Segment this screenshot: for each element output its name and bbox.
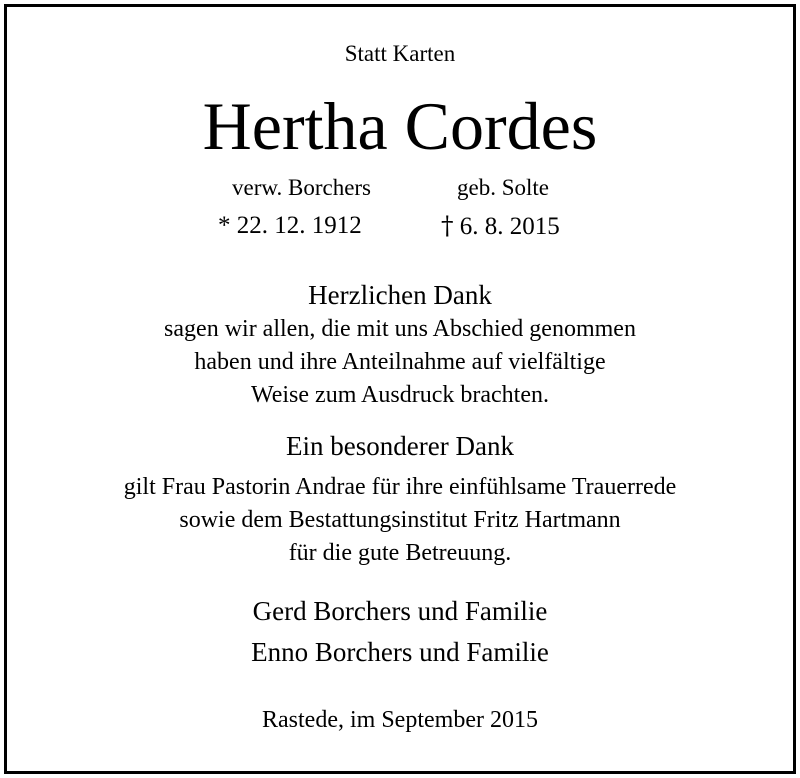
deceased-name: Hertha Cordes [202,88,598,164]
signature-line: Gerd Borchers und Familie [252,596,548,626]
thanks-heading: Herzlichen Dank [308,280,492,310]
header-text: Statt Karten [344,41,456,66]
born-symbol: * [218,212,231,239]
signature-line: Enno Borchers und Familie [251,637,549,667]
special-thanks-line: gilt Frau Pastorin Andrae für ihre einfühlsame Trauerrede [123,474,677,500]
cross-icon: † [441,211,454,240]
widowed-name: verw. Borchers [232,175,372,200]
born-date: 22. 12. 1912 [236,212,362,239]
died-date: 6. 8. 2015 [459,213,560,240]
thanks-line: sagen wir allen, die mit uns Abschied genommen [164,316,636,342]
thanks-line: Weise zum Ausdruck brachten. [251,382,549,408]
birth-name: geb. Solte [457,175,549,200]
thanks-line: haben und ihre Anteilnahme auf vielfältige [194,349,606,375]
special-thanks-line: für die gute Betreuung. [288,540,512,566]
place-date: Rastede, im September 2015 [262,707,538,733]
birth-date-line [218,213,362,238]
death-date-line [441,213,560,239]
special-thanks-heading: Ein besonderer Dank [286,431,514,461]
special-thanks-line: sowie dem Bestattungsinstitut Fritz Hartmann [179,507,621,533]
